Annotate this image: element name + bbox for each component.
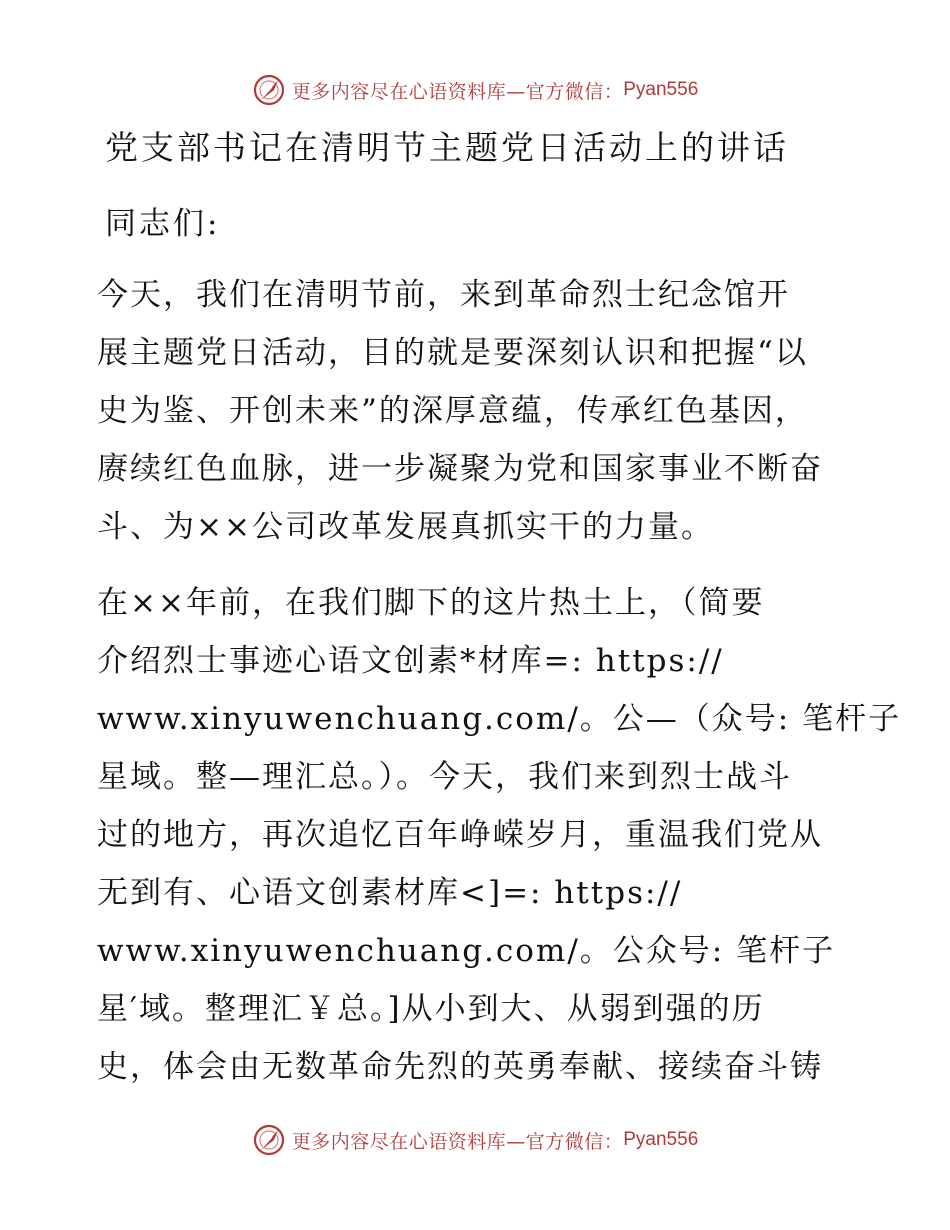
paragraph-line: 赓续红色血脉，进一步凝聚为党和国家事业不断奋: [97, 451, 823, 487]
quill-logo-icon: [252, 1123, 286, 1157]
footer-banner: [0, 1120, 950, 1160]
paragraph-line: 无到有、心语文创素材库<]=: https://: [97, 875, 683, 911]
footer-banner-text: 更多内容尽在心语资料库—官方微信：: [291, 1130, 624, 1153]
paragraph-2: [97, 574, 901, 1096]
paragraph-line: 过的地方，再次追忆百年峥嵘岁月，重温我们党从: [97, 817, 823, 853]
paragraph-line: 展主题党日活动，目的就是要深刻认识和把握“以: [97, 335, 808, 371]
paragraph-line: 在××年前，在我们脚下的这片热土上，（简要: [97, 585, 765, 621]
paragraph-line: 今天，我们在清明节前，来到革命烈士纪念馆开: [97, 277, 790, 313]
salutation: 同志们:: [105, 206, 221, 242]
paragraph-1: [97, 266, 823, 556]
document-title: 党支部书记在清明节主题党日活动上的讲话: [105, 128, 789, 167]
paragraph-line: 介绍烈士事迹心语文创素*材库=: https://: [97, 643, 724, 679]
paragraph-line: 史，体会由无数革命先烈的英勇奉献、接续奋斗铸: [97, 1049, 823, 1085]
paragraph-line: www.xinyuwenchuang.com/。公众号: 笔杆子: [97, 933, 836, 969]
header-banner: [0, 70, 950, 110]
header-banner-text: 更多内容尽在心语资料库—官方微信：: [291, 80, 624, 103]
paragraph-line: www.xinyuwenchuang.com/。公—（众号: 笔杆子: [97, 701, 902, 737]
paragraph-line: 星域。整—理汇总。）。今天，我们来到烈士战斗: [97, 759, 792, 795]
footer-banner-contact: Pyan556: [623, 1129, 699, 1150]
header-banner-contact: Pyan556: [623, 79, 699, 100]
paragraph-line: 斗、为××公司改革发展真抓实干的力量。: [97, 509, 714, 545]
quill-logo-icon: [252, 73, 286, 107]
paragraph-line: 史为鉴、开创未来”的深厚意蕴，传承红色基因，: [97, 393, 808, 429]
paragraph-line: 星′域。整理汇￥总。]从小到大、从弱到强的历: [97, 991, 765, 1027]
